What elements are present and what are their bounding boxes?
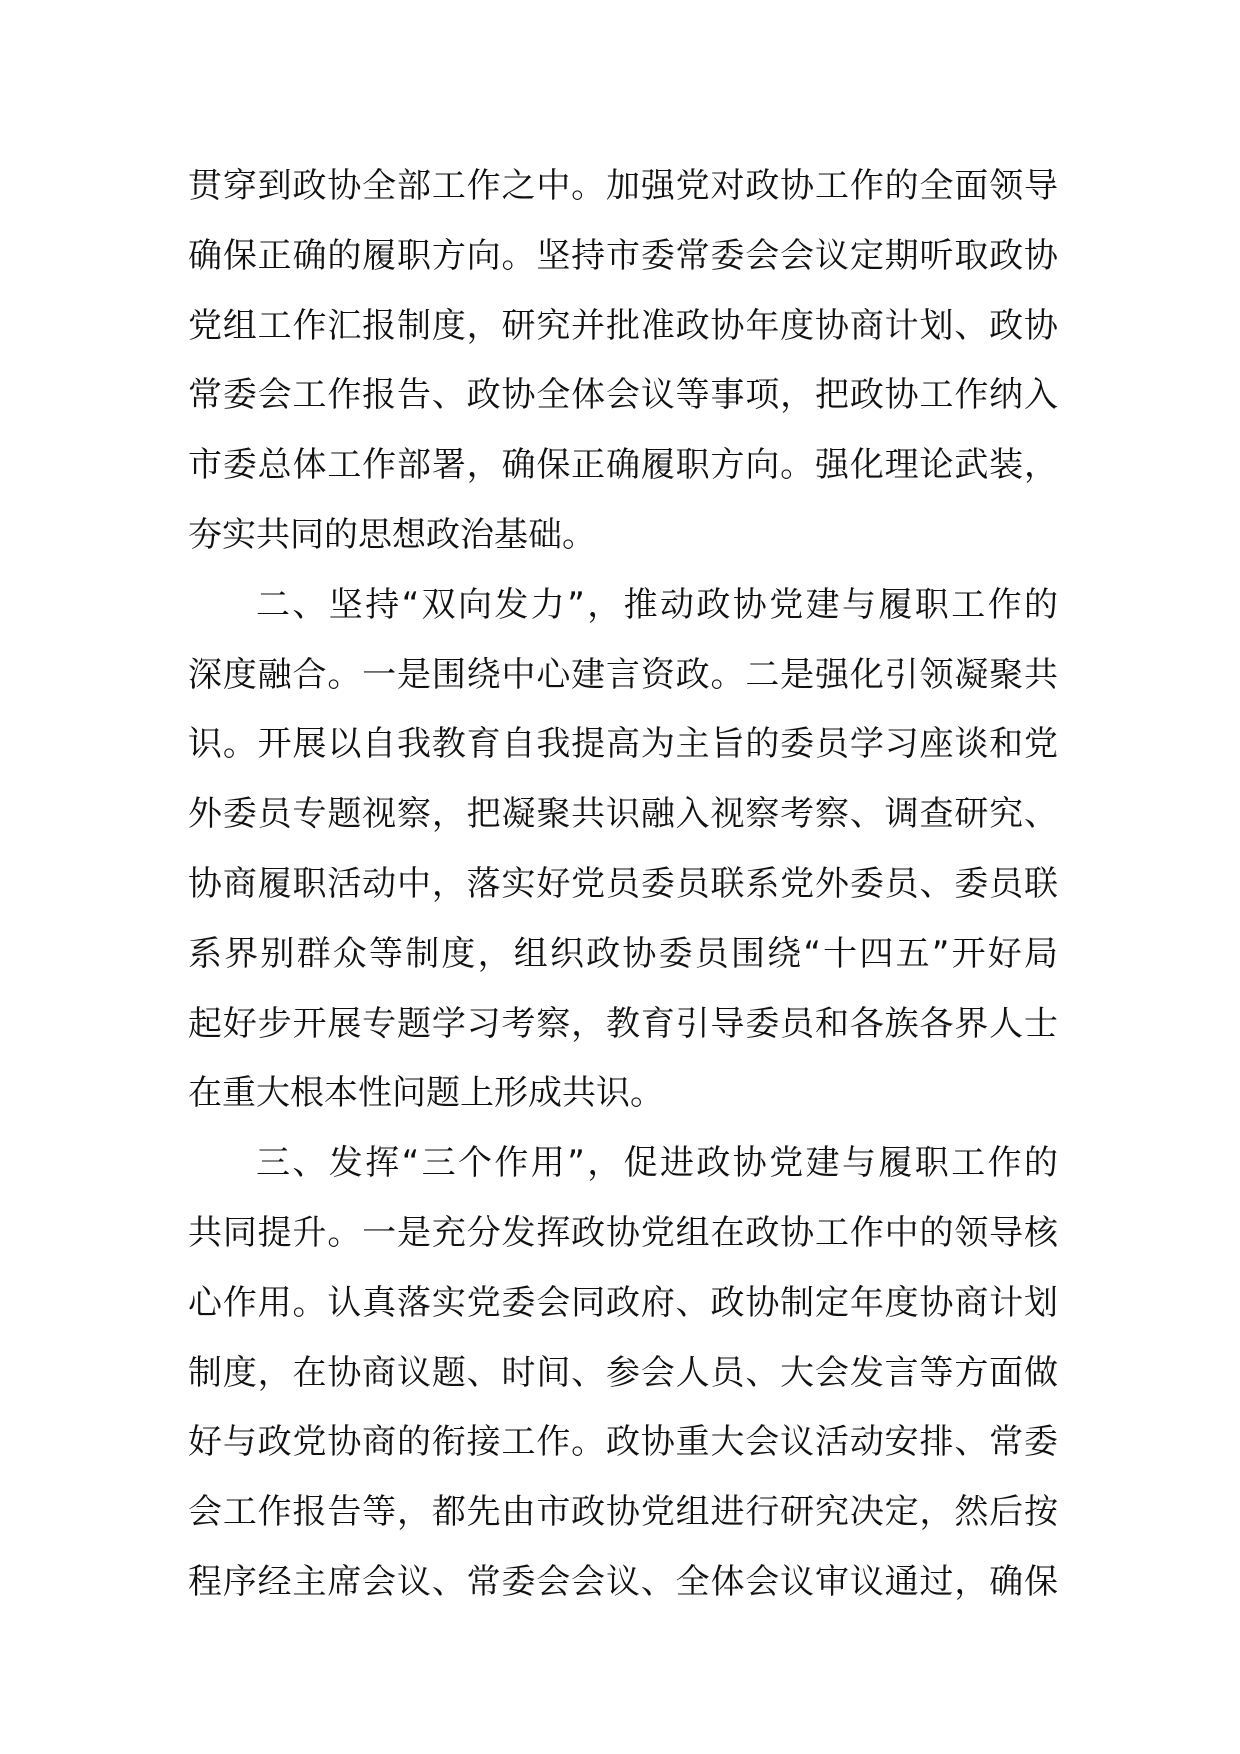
text-line: 制度，在协商议题、时间、参会人员、大会发言等方面做 xyxy=(188,1352,1058,1393)
section-heading-line: 三、发挥“三个作用”，促进政协党建与履职工作的 xyxy=(256,1143,1058,1184)
document-body xyxy=(188,152,1058,1618)
text-line: 起好步开展专题学习考察，教育引导委员和各族各界人士 xyxy=(188,1003,1058,1044)
text-line: 外委员专题视察，把凝聚共识融入视察考察、调查研究、 xyxy=(188,794,1058,835)
text-line: 协商履职活动中，落实好党员委员联系党外委员、委员联 xyxy=(188,863,1058,904)
text-line: 会工作报告等，都先由市政协党组进行研究决定，然后按 xyxy=(188,1492,1058,1533)
section-heading-line: 二、坚持“双向发力”，推动政协党建与履职工作的 xyxy=(256,584,1058,625)
text-line: 共同提升。一是充分发挥政协党组在政协工作中的领导核 xyxy=(188,1212,1058,1253)
text-line: 夯实共同的思想政治基础。 xyxy=(188,514,596,555)
text-line: 党组工作汇报制度，研究并批准政协年度协商计划、政协 xyxy=(188,305,1058,346)
text-line: 好与政党协商的衔接工作。政协重大会议活动安排、常委 xyxy=(188,1422,1058,1463)
text-line: 市委总体工作部署，确保正确履职方向。强化理论武装， xyxy=(188,445,1058,486)
text-line: 贯穿到政协全部工作之中。加强党对政协工作的全面领导 xyxy=(188,166,1058,206)
text-line: 识。开展以自我教育自我提高为主旨的委员学习座谈和党 xyxy=(188,724,1058,765)
text-line: 确保正确的履职方向。坚持市委常委会会议定期听取政协 xyxy=(188,235,1058,276)
text-line: 系界别群众等制度，组织政协委员围绕“十四五”开好局 xyxy=(188,933,1058,974)
text-line: 心作用。认真落实党委会同政府、政协制定年度协商计划 xyxy=(188,1282,1058,1323)
text-line: 深度融合。一是围绕中心建言资政。二是强化引领凝聚共 xyxy=(188,654,1058,695)
text-line: 程序经主席会议、常委会会议、全体会议审议通过，确保 xyxy=(188,1561,1058,1602)
text-line: 常委会工作报告、政协全体会议等事项，把政协工作纳入 xyxy=(188,375,1058,416)
text-line: 在重大根本性问题上形成共识。 xyxy=(188,1073,664,1114)
